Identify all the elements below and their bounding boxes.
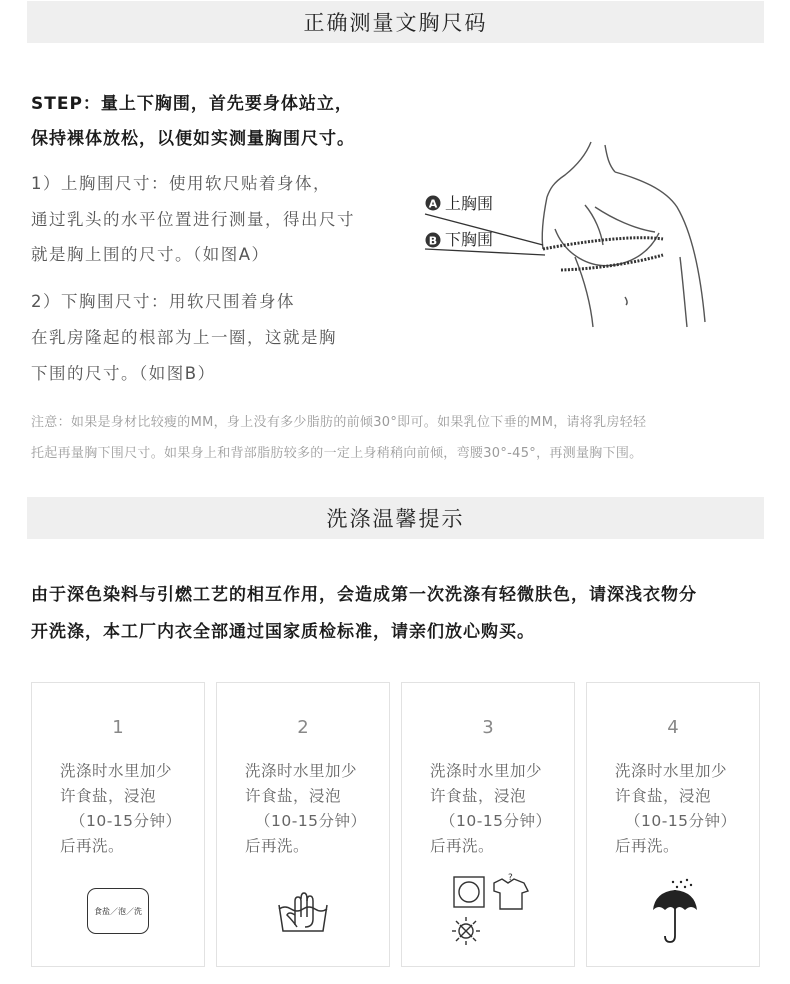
- hand-wash-icon: [275, 885, 331, 937]
- under-bust-tape: [561, 255, 663, 270]
- bust-measure-figure: [415, 137, 715, 332]
- card-text-line: 许食盐，浸泡: [430, 787, 527, 805]
- card-number: 3: [482, 717, 494, 738]
- wash-text-line1: 由于深色染料与引燃工艺的相互作用，会造成第一次洗涤有轻微肤色，请深浅衣物分: [31, 585, 697, 605]
- card-text-line: 许食盐，浸泡: [60, 787, 157, 805]
- note-line1: 注意：如果是身材比较瘦的MM，身上没有多少脂肪的前倾30°即可。如果乳位下垂的MM，请将乳房轻轻: [31, 415, 647, 430]
- card-text: [60, 759, 190, 859]
- step-text-line1: STEP：量上下胸围，首先要身体站立，: [31, 94, 353, 114]
- card-text-line: 后再洗。: [430, 837, 495, 855]
- under-bust-text-line1: 2）下胸围尺寸：用软尺围着身体: [31, 292, 295, 311]
- card-text-line: （10-15分钟）: [70, 812, 182, 830]
- upper-bust-text-line3: 就是胸上围的尺寸。（如图A）: [31, 245, 270, 264]
- step-text-line2: 保持裸体放松，以便如实测量胸围尺寸。: [31, 129, 355, 149]
- card-text-line: 后再洗。: [615, 837, 680, 855]
- card-text-line: 后再洗。: [245, 837, 310, 855]
- card-text: [430, 759, 560, 859]
- tshirt-question-mark: ?: [508, 873, 513, 883]
- wash-tip-card-2: [216, 682, 390, 967]
- card-text: [245, 759, 375, 859]
- umbrella-rain-icon: [651, 878, 701, 944]
- under-bust-text-line3: 下围的尺寸。（如图B）: [31, 364, 216, 383]
- card-text-line: （10-15分钟）: [440, 812, 552, 830]
- section-title-wash-tips: 洗涤温馨提示: [27, 497, 764, 539]
- card-text-line: 许食盐，浸泡: [245, 787, 342, 805]
- upper-bust-text-line1: 1）上胸围尺寸：使用软尺贴着身体，: [31, 174, 331, 193]
- card-text-line: 洗涤时水里加少: [60, 762, 173, 780]
- card-number: 2: [297, 717, 309, 738]
- wash-tip-card-4: [586, 682, 760, 967]
- card-text-line: （10-15分钟）: [255, 812, 367, 830]
- card-number: 4: [667, 717, 679, 738]
- label-under-bust: 下胸围: [445, 230, 494, 249]
- dry-clean-tshirt-sun-icons: [452, 873, 532, 949]
- torso-outline: [542, 142, 705, 327]
- pointer-line-b: [425, 249, 545, 255]
- section-title-measure: 正确测量文胸尺码: [27, 1, 764, 43]
- card-text-line: 洗涤时水里加少: [245, 762, 358, 780]
- wash-text-line2: 开洗涤，本工厂内衣全部通过国家质检标准，请亲们放心购买。: [31, 622, 535, 642]
- card-text-line: 许食盐，浸泡: [615, 787, 712, 805]
- card-text: [615, 759, 745, 859]
- note-line2: 托起再量胸下围尺寸。如果身上和背部脂肪较多的一定上身稍稍向前倾，弯腰30°-45°，再测量胸下围。: [31, 446, 643, 461]
- under-bust-text-line2: 在乳房隆起的根部为上一圈，这就是胸: [31, 328, 337, 347]
- dry-clean-circle-icon: [459, 882, 479, 902]
- badge-a-letter: A: [428, 197, 438, 211]
- badge-b-letter: B: [428, 234, 438, 248]
- tshirt-icon: [494, 879, 528, 909]
- card-text-line: 洗涤时水里加少: [430, 762, 543, 780]
- upper-bust-text-line2: 通过乳头的水平位置进行测量，得出尺寸: [31, 210, 355, 229]
- card-text-line: 后再洗。: [60, 837, 125, 855]
- card-number: 1: [112, 717, 124, 738]
- wash-tip-card-1: [31, 682, 205, 967]
- card-text-line: 洗涤时水里加少: [615, 762, 728, 780]
- label-upper-bust: 上胸围: [445, 194, 494, 213]
- salt-soak-wash-icon: 食盐／泡／洗: [87, 888, 149, 934]
- card-text-line: （10-15分钟）: [625, 812, 737, 830]
- wash-tip-card-3: [401, 682, 575, 967]
